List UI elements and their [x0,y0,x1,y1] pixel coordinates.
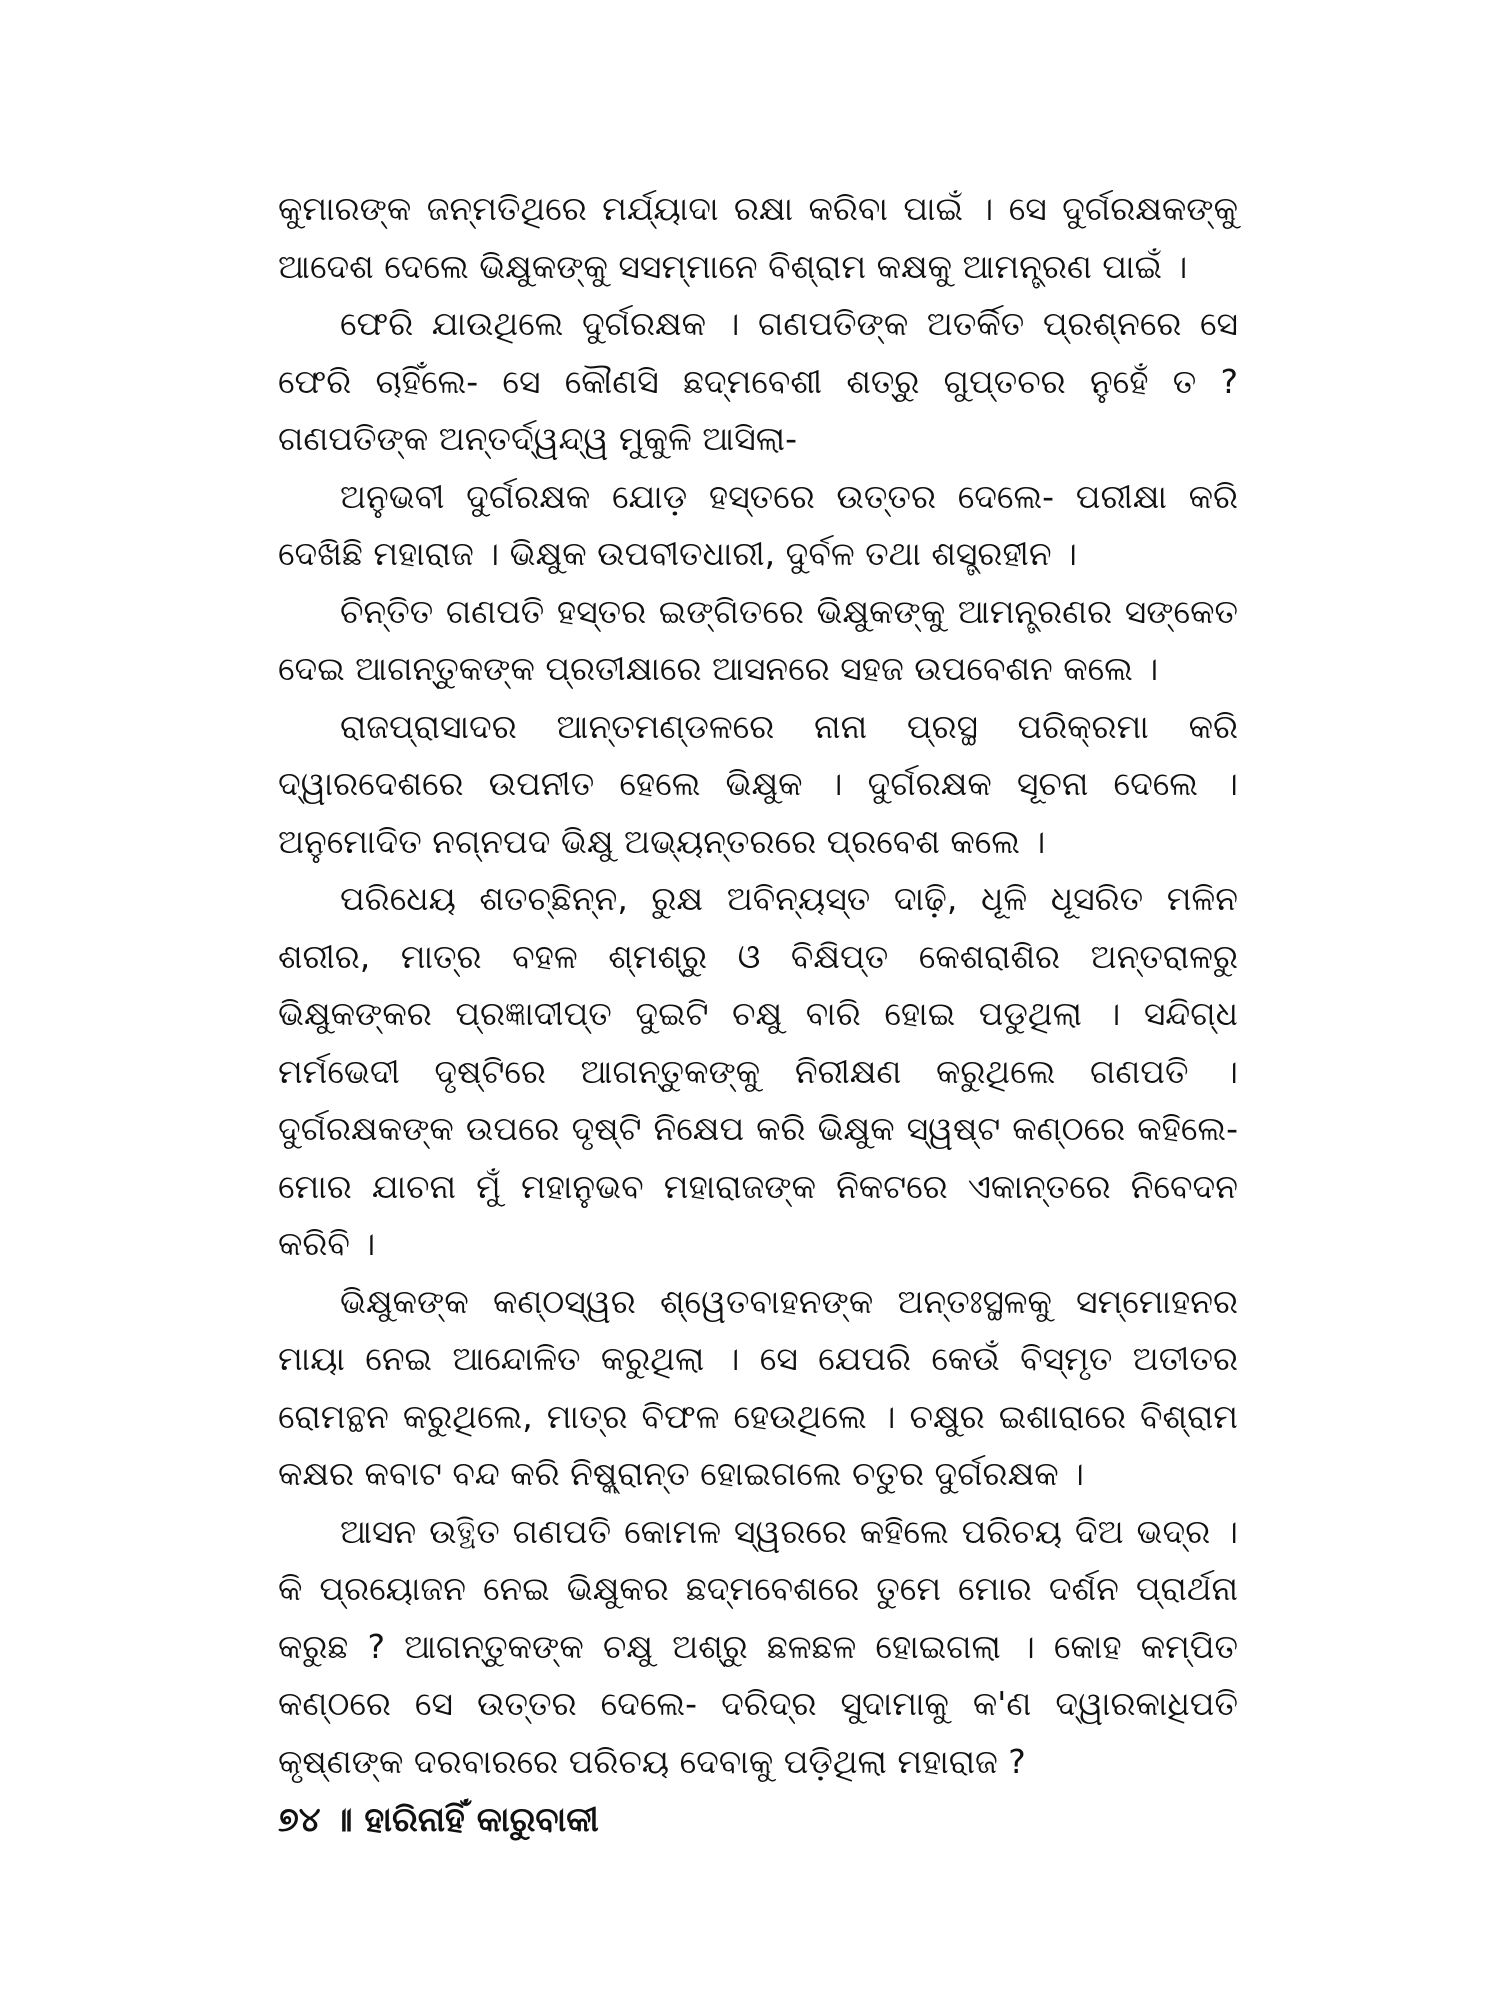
paragraph: ଫେରି ଯାଉଥିଲେ ଦୁର୍ଗରକ୍ଷକ । ଗଣପତିଙ୍କ ଅତର୍କିତ ପ୍ରଶ୍ନରେ ସେ ଫେରି ଚାହିଁଲେ- ସେ କୌଣସି ଛଦ୍ମବେଶୀ ଶତ୍ରୁ ଗୁପ୍ତଚର ନୁହେଁ ତ ? ଗଣପତିଙ୍କ ଅନ୍ତର୍ଦ୍ୱନ୍ଦ୍ୱ ମୁକୁଳି ଆସିଲା- [278,304,1238,458]
paragraph: ରାଜପ୍ରାସାଦର ଆନ୍ତମଣ୍ଡଳରେ ନାନା ପ୍ରସ୍ଥ ପରିକ୍ରମା କରି ଦ୍ୱାରଦେଶରେ ଉପନୀତ ହେଲେ ଭିକ୍ଷୁକ । ଦୁର୍ଗରକ୍ଷକ ସୂଚନା ଦେଲେ । ଅନୁମୋଦିତ ନଗ୍ନପଦ ଭିକ୍ଷୁ ଅଭ୍ୟନ୍ତରରେ ପ୍ରବେଶ କଲେ । [278,706,1238,861]
body-text [278,180,1238,1790]
paragraph: କୁମାରଙ୍କ ଜନ୍ମତିଥିରେ ମର୍ଯ୍ୟାଦା ରକ୍ଷା କରିବା ପାଇଁ । ସେ ଦୁର୍ଗରକ୍ଷକଙ୍କୁ ଆଦେଶ ଦେଲେ ଭିକ୍ଷୁକଙ୍କୁ ସସମ୍ମାନେ ବିଶ୍ରାମ କକ୍ଷକୁ ଆମନ୍ତ୍ରଣ ପାଇଁ । [278,189,1238,286]
paragraph: ଅନୁଭବୀ ଦୁର୍ଗରକ୍ଷକ ଯୋଡ଼ ହସ୍ତରେ ଉତ୍ତର ଦେଲେ- ପରୀକ୍ଷା କରି ଦେଖିଛି ମହାରାଜ । ଭିକ୍ଷୁକ ଉପବୀତଧାରୀ, ଦୁର୍ବଳ ତଥା ଶସ୍ତ୍ରହୀନ । [278,476,1238,573]
paragraph: ଆସନ ଉତ୍ଥିତ ଗଣପତି କୋମଳ ସ୍ୱରରେ କହିଲେ ପରିଚୟ ଦିଅ ଭଦ୍ର । କି ପ୍ରୟୋଜନ ନେଇ ଭିକ୍ଷୁକର ଛଦ୍ମବେଶରେ ତୁମେ ମୋର ଦର୍ଶନ ପ୍ରାର୍ଥନା କରୁଛ ? ଆଗନ୍ତୁକଙ୍କ ଚକ୍ଷୁ ଅଶ୍ରୁ ଛଳଛଳ ହୋଇଗଲା । କୋହ କମ୍ପିତ କଣ୍ଠରେ ସେ ଉତ୍ତର ଦେଲେ- ଦରିଦ୍ର ସୁଦାମାକୁ କ'ଣ ଦ୍ୱାରକାଧିପତି କୃଷ୍ଣଙ୍କ ଦରବାରରେ ପରିଚୟ ଦେବାକୁ ପଡ଼ିଥିଲା ମହାରାଜ ? [278,1511,1238,1781]
paragraph: ଚିନ୍ତିତ ଗଣପତି ହସ୍ତର ଇଙ୍ଗିତରେ ଭିକ୍ଷୁକଙ୍କୁ ଆମନ୍ତ୍ରଣର ସଙ୍କେତ ଦେଇ ଆଗନ୍ତୁକଙ୍କ ପ୍ରତୀକ୍ଷାରେ ଆସନରେ ସହଜ ଉପବେଶନ କଲେ । [278,591,1238,688]
paragraph: ପରିଧେୟ ଶତଚ୍ଛିନ୍ନ, ରୁକ୍ଷ ଅବିନ୍ୟସ୍ତ ଦାଢ଼ି, ଧୂଳି ଧୂସରିତ ମଳିନ ଶରୀର, ମାତ୍ର ବହଳ ଶ୍ମଶ୍ରୁ ଓ ବିକ୍ଷିପ୍ତ କେଶରାଶିର ଅନ୍ତରାଳରୁ ଭିକ୍ଷୁକଙ୍କର ପ୍ରଜ୍ଞାଦୀପ୍ତ ଦୁଇଟି ଚକ୍ଷୁ ବାରି ହୋଇ ପଡୁଥିଲା । ସନ୍ଦିଗ୍ଧ ମର୍ମଭେଦୀ ଦୃଷ୍ଟିରେ ଆଗନ୍ତୁକଙ୍କୁ ନିରୀକ୍ଷଣ କରୁଥିଲେ ଗଣପତି । ଦୁର୍ଗରକ୍ଷକଙ୍କ ଉପରେ ଦୃଷ୍ଟି ନିକ୍ଷେପ କରି ଭିକ୍ଷୁକ ସ୍ୱଷ୍ଟ କଣ୍ଠରେ କହିଲେ- ମୋର ଯାଚନା ମୁଁ ମହାନୁଭବ ମହାରାଜଙ୍କ ନିକଟରେ ଏକାନ୍ତରେ ନିବେଦନ କରିବି । [278,879,1238,1263]
page-footer: ୭୪ ॥ ହାରିନାହିଁ କାରୁବାକୀ [278,1800,599,1840]
paragraph: ଭିକ୍ଷୁକଙ୍କ କଣ୍ଠସ୍ୱର ଶ୍ୱେତବାହନଙ୍କ ଅନ୍ତଃସ୍ଥଳକୁ ସମ୍ମୋହନର ମାୟା ନେଇ ଆନ୍ଦୋଳିତ କରୁଥିଲା । ସେ ଯେପରି କେଉଁ ବିସ୍ମୃତ ଅତୀତର ରୋମନ୍ଥନ କରୁଥିଲେ, ମାତ୍ର ବିଫଳ ହେଉଥିଲେ । ଚକ୍ଷୁର ଇଶାରାରେ ବିଶ୍ରାମ କକ୍ଷର କବାଟ ବନ୍ଦ କରି ନିଷ୍କ୍ରାନ୍ତ ହୋଇଗଲେ ଚତୁର ଦୁର୍ଗରକ୍ଷକ । [278,1281,1238,1493]
